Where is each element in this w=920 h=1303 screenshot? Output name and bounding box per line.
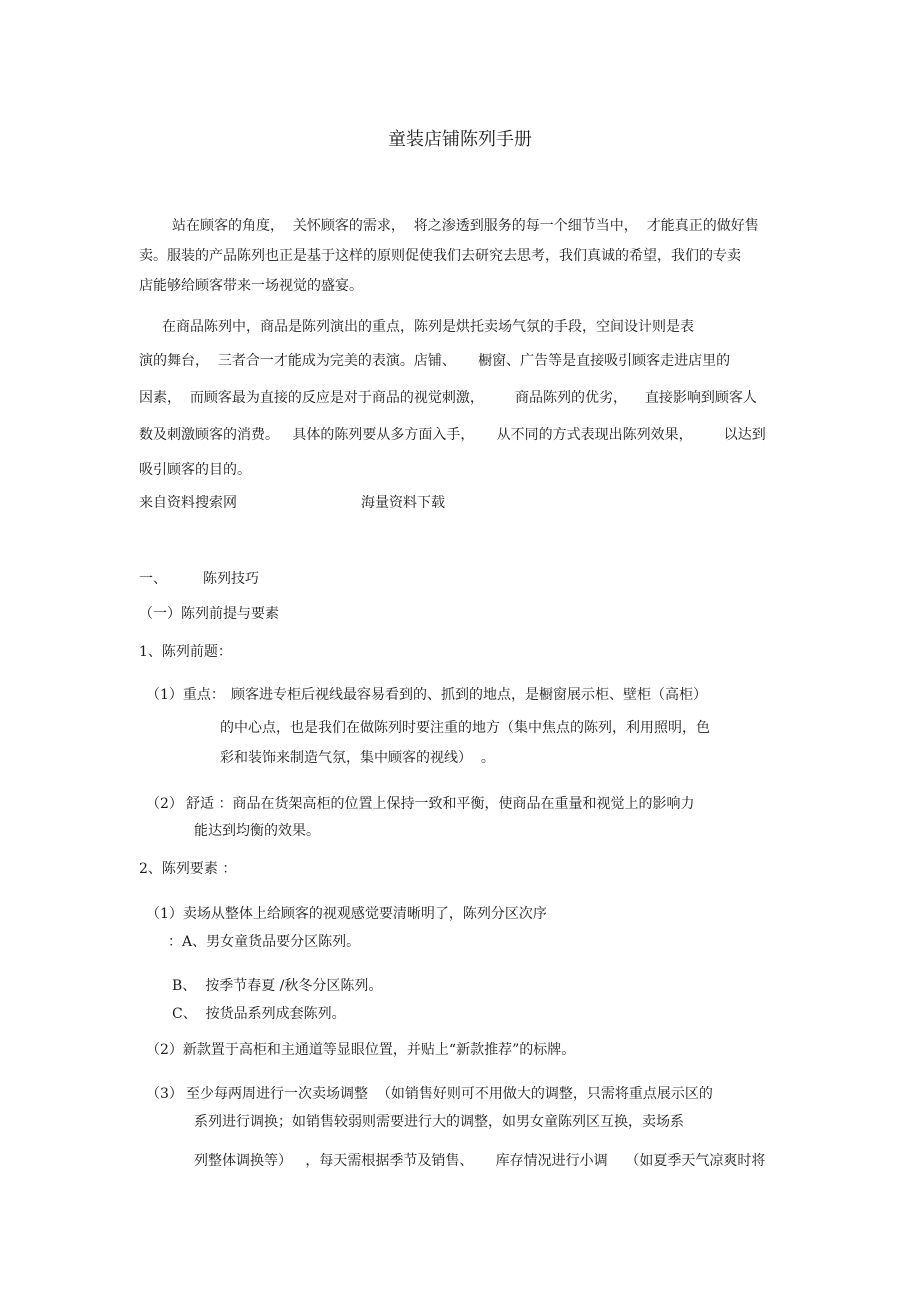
para2-line-2: 演的舞台， 三者合一才能成为完美的表演。店铺、 橱窗、广告等是直接吸引顾客走进店里的 xyxy=(139,353,731,369)
source-right: 海量资料下载 xyxy=(361,495,445,511)
section-1-heading: 陈列技巧 xyxy=(203,571,259,587)
item-2-point-1-a: ：A、男女童货品要分区陈列。 xyxy=(168,934,361,950)
item-1-heading: 1、陈列前题： xyxy=(139,644,232,660)
intro-line-3: 店能够给顾客带来一场视觉的盛宴。 xyxy=(139,278,363,294)
item-2-heading: 2、陈列要素 ： xyxy=(139,861,237,877)
item-2-point-1-c: C、 按货品系列成套陈列。 xyxy=(172,1006,346,1022)
item-2-point-1-line-1: （1）卖场从整体上给顾客的视观感觉要清晰明了，陈列分区次序 xyxy=(146,906,547,922)
item-1-point-2-line-2: 能达到均衡的效果。 xyxy=(194,823,320,839)
para2-line-4: 数及刺激顾客的消费。 具体的陈列要从多方面入手， 从不同的方式表现出陈列效果， 以达到 xyxy=(139,427,766,443)
item-2-point-3-line-3: 列整体调换等） ，每天需根据季节及销售、 库存情况进行小调 （如夏季天气凉爽时将 xyxy=(194,1153,766,1169)
item-2-point-3-line-2: 系列进行调换；如销售较弱则需要进行大的调整，如男女童陈列区互换，卖场系 xyxy=(194,1114,684,1130)
item-2-point-3-label: （3） xyxy=(146,1086,183,1102)
subsection-1-heading: （一）陈列前提与要素 xyxy=(139,606,279,622)
item-1-point-1-label: （1）重点： xyxy=(146,687,225,703)
item-1-point-2-label: （2） xyxy=(146,796,183,812)
source-left: 来自资料搜索网 xyxy=(139,495,237,511)
section-1-number: 一、 xyxy=(139,571,167,587)
item-1-point-1-line-2: 的中心点，也是我们在做陈列时要注重的地方（集中焦点的陈列，利用照明，色 xyxy=(220,720,710,736)
document-title: 童装店铺陈列手册 xyxy=(388,129,532,150)
item-2-point-2: （2）新款置于高柜和主通道等显眼位置，并贴上“新款推荐”的标牌。 xyxy=(146,1042,576,1058)
item-1-point-1-line-1: 顾客进专柜后视线最容易看到的、抓到的地点，是橱窗展示柜、壁柜（高柜） xyxy=(231,687,707,703)
para2-line-3: 因素， 而顾客最为直接的反应是对于商品的视觉刺激， 商品陈列的优劣， 直接影响到顾客人 xyxy=(139,390,757,406)
para2-line-1: 在商品陈列中，商品是陈列演出的重点，陈列是烘托卖场气氛的手段，空间设计则是表 xyxy=(162,319,694,335)
para2-line-5: 吸引顾客的目的。 xyxy=(139,462,251,478)
item-2-point-1-b: B、 按季节春夏 /秋冬分区陈列。 xyxy=(172,978,383,994)
intro-line-1: 站在顾客的角度， 关怀顾客的需求， 将之渗透到服务的每一个细节当中， 才能真正的做好售 xyxy=(172,218,759,234)
intro-line-2: 卖。服装的产品陈列也正是基于这样的原则促使我们去研究去思考，我们真诚的希望，我们的专卖 xyxy=(139,248,741,264)
item-1-point-2-line-1: 舒适 ：商品在货架高柜的位置上保持一致和平衡，使商品在重量和视觉上的影响力 xyxy=(186,796,695,812)
item-2-point-3-line-1: 至少每两周进行一次卖场调整 （如销售好则可不用做大的调整，只需将重点展示区的 xyxy=(186,1086,713,1102)
item-1-point-1-line-3: 彩和装饰来制造气氛，集中顾客的视线） 。 xyxy=(220,750,495,766)
